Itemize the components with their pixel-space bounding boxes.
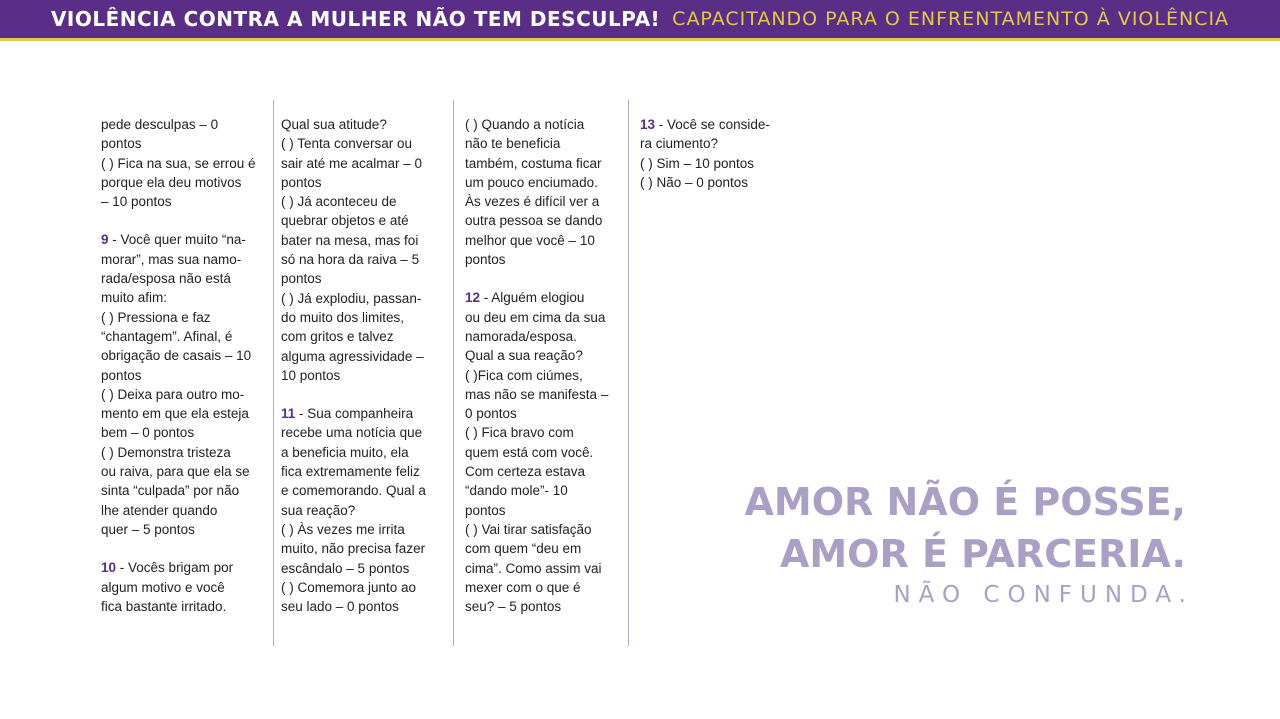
- text-line: sair até me acalmar – 0: [281, 155, 423, 171]
- text-line: Com certeza estava: [465, 464, 586, 480]
- text-line: seu lado – 0 pontos: [281, 599, 399, 615]
- question-number: 13: [640, 117, 656, 132]
- text-line: sinta “culpada” por não: [101, 483, 240, 499]
- text-line: ( )Fica com ciúmes,: [465, 367, 583, 383]
- header-title: VIOLÊNCIA CONTRA A MULHER NÃO TEM DESCULPA!: [50, 7, 661, 31]
- text-line: Às vezes é difícil ver a: [465, 194, 600, 210]
- text-line: pontos: [465, 502, 506, 518]
- text-line: morar”, mas sua namo-: [101, 251, 242, 267]
- text-line: ( ) Vai tirar satisfação: [465, 521, 592, 537]
- text-line: Qual sua atitude?: [281, 117, 387, 132]
- text-line: ra ciumento?: [640, 136, 719, 152]
- text-line: ( ) Não – 0 pontos: [640, 174, 749, 190]
- blank-line: [101, 211, 256, 230]
- slogan-tagline: NÃO CONFUNDA.: [893, 582, 1194, 608]
- text-line: pontos: [101, 367, 142, 383]
- text-line: do muito dos limites,: [281, 309, 405, 325]
- text-line: – 10 pontos: [101, 194, 172, 210]
- text-line: bater na mesa, mas foi: [281, 232, 419, 248]
- text-line: um pouco enciumado.: [465, 174, 598, 190]
- question-number: 9: [101, 232, 109, 248]
- column-divider: [273, 100, 274, 646]
- slogan: [744, 476, 1194, 610]
- question-text: - Alguém elogiou: [480, 290, 585, 306]
- text-line: com quem “deu em: [465, 541, 582, 557]
- text-line: namorada/esposa.: [465, 328, 577, 344]
- question-text: - Você se conside-: [655, 117, 770, 132]
- text-line: quem está com você.: [465, 444, 594, 460]
- slogan-line-1: AMOR NÃO É POSSE,: [744, 480, 1186, 524]
- blank-line: [101, 539, 256, 558]
- text-line: e comemorando. Qual a: [281, 483, 426, 499]
- text-line: pontos: [465, 252, 506, 268]
- question-text: - Sua companheira: [295, 406, 414, 422]
- question-line: [640, 115, 770, 134]
- text-line: ( ) Demonstra tristeza: [101, 444, 231, 460]
- text-line: alguma agressividade –: [281, 348, 424, 364]
- column-divider: [628, 100, 629, 646]
- text-column-2: [281, 115, 426, 616]
- text-line: quer – 5 pontos: [101, 521, 195, 537]
- text-line: pede desculpas – 0: [101, 117, 219, 132]
- text-line: só na hora da raiva – 5: [281, 252, 420, 268]
- text-line: lhe atender quando: [101, 502, 218, 518]
- text-line: rada/esposa não está: [101, 271, 231, 287]
- text-line: ( ) Pressiona e faz: [101, 309, 211, 325]
- text-line: mexer com o que é: [465, 579, 581, 595]
- text-line: quebrar objetos e até: [281, 213, 409, 229]
- question-text: - Você quer muito “na-: [108, 232, 246, 248]
- question-text: - Vocês brigam por: [116, 560, 234, 576]
- text-line: a beneficia muito, ela: [281, 444, 409, 460]
- text-line: ( ) Deixa para outro mo-: [101, 386, 245, 402]
- text-line: “chantagem”. Afinal, é: [101, 328, 233, 344]
- text-line: mento em que ela esteja: [101, 406, 249, 422]
- text-line: algum motivo e você: [101, 579, 225, 595]
- text-line: muito afim:: [101, 290, 168, 306]
- text-column-3: [465, 115, 608, 616]
- question-line: [281, 404, 426, 423]
- header-subtitle: CAPACITANDO PARA O ENFRENTAMENTO À VIOLÊNCIA: [672, 8, 1230, 30]
- slogan-line-2: AMOR É PARCERIA.: [779, 532, 1186, 576]
- text-line: bem – 0 pontos: [101, 425, 195, 441]
- text-line: ( ) Fica na sua, se errou é: [101, 155, 256, 171]
- text-line: seu? – 5 pontos: [465, 599, 562, 615]
- text-line: pontos: [281, 174, 322, 190]
- text-line: porque ela deu motivos: [101, 174, 242, 190]
- text-line: melhor que você – 10: [465, 232, 595, 248]
- blank-line: [281, 385, 426, 404]
- text-line: escândalo – 5 pontos: [281, 560, 410, 576]
- column-divider: [453, 100, 454, 646]
- text-line: ( ) Quando a notícia: [465, 117, 585, 132]
- text-line: mas não se manifesta –: [465, 386, 609, 402]
- text-line: sua reação?: [281, 502, 356, 518]
- text-line: 10 pontos: [281, 367, 341, 383]
- text-line: 0 pontos: [465, 406, 517, 422]
- text-line: ( ) Às vezes me irrita: [281, 521, 405, 537]
- text-line: ( ) Já aconteceu de: [281, 194, 397, 210]
- text-line: também, costuma ficar: [465, 155, 602, 171]
- text-line: ( ) Tenta conversar ou: [281, 136, 413, 152]
- question-number: 11: [281, 406, 296, 422]
- text-line: fica extremamente feliz: [281, 464, 420, 480]
- question-line: [465, 288, 608, 307]
- blank-line: [465, 269, 608, 288]
- text-line: obrigação de casais – 10: [101, 348, 252, 364]
- text-line: ou raiva, para que ela se: [101, 464, 250, 480]
- question-line: [101, 230, 256, 249]
- text-line: ( ) Já explodiu, passan-: [281, 290, 422, 306]
- text-line: “dando mole”- 10: [465, 483, 568, 499]
- text-line: com gritos e talvez: [281, 329, 394, 345]
- text-line: muito, não precisa fazer: [281, 541, 426, 557]
- text-line: recebe uma notícia que: [281, 425, 423, 441]
- text-line: Qual a sua reação?: [465, 348, 583, 364]
- text-line: ( ) Fica bravo com: [465, 425, 574, 441]
- text-line: não te beneficia: [465, 136, 561, 152]
- text-line: pontos: [101, 136, 142, 152]
- text-column-4: [640, 115, 770, 192]
- question-number: 12: [465, 290, 481, 306]
- text-line: ou deu em cima da sua: [465, 309, 606, 325]
- header-banner: [0, 0, 1280, 41]
- question-number: 10: [101, 560, 117, 576]
- text-line: ( ) Comemora junto ao: [281, 579, 417, 595]
- text-line: pontos: [281, 271, 322, 287]
- text-line: ( ) Sim – 10 pontos: [640, 155, 755, 171]
- text-line: fica bastante irritado.: [101, 598, 227, 614]
- text-line: cima”. Como assim vai: [465, 560, 602, 576]
- question-line: [101, 558, 256, 577]
- text-line: outra pessoa se dando: [465, 213, 603, 229]
- text-column-1: [101, 115, 256, 616]
